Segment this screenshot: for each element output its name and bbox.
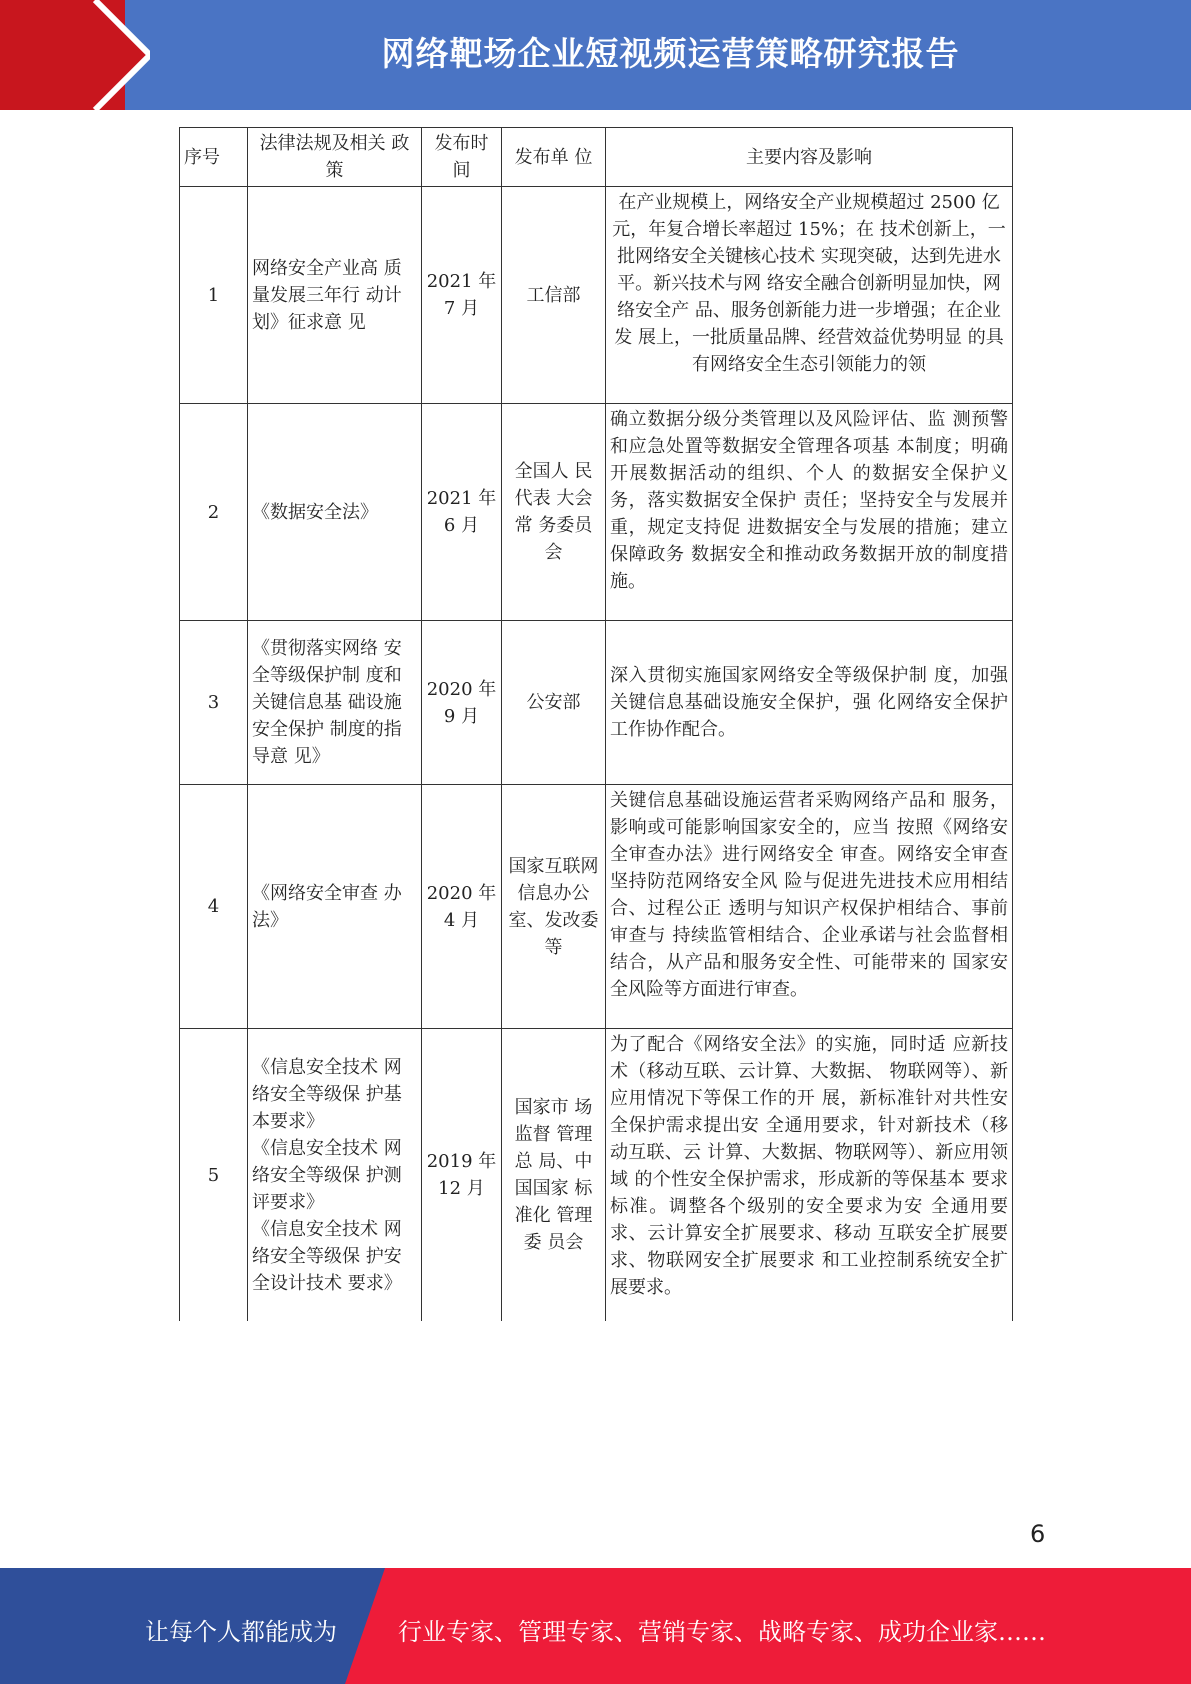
row-content: 为了配合《网络安全法》的实施，同时适 应新技术（移动互联、云计算、大数据、 物联网等）、新应用情况下等保工作的开 展，新标准针对共性安全保护需求提出安 全通用要求，针对新技术（移动互联、云 计算、大数据、物联网等）、新应用领域 的个性安全保护需求，形成新的等保基本 要求标准。调整各个级别的安全要求为安 全通用要求、云计算安全扩展要求、移动 互联安全扩展要求、物联网安全扩展要求 和工业控制系统安全扩展要求。 — [606, 1029, 1013, 1322]
footer-slogan-left: 让每个人都能成为 — [145, 1618, 337, 1646]
policy-table — [179, 127, 1013, 1321]
row-content: 深入贯彻实施国家网络安全等级保护制 度，加强关键信息基础设施安全保护，强 化网络安全保护工作协作配合。 — [606, 621, 1013, 785]
row-policy-name: 《数据安全法》 — [248, 404, 422, 621]
policy-name-line: 《信息安全技术 网络安全等级保 护测评要求》 — [252, 1137, 402, 1213]
header-name: 法律法规及相关 政策 — [248, 128, 422, 187]
table-row — [180, 621, 1013, 785]
row-num: 1 — [180, 187, 248, 404]
header-date: 发布时间 — [422, 128, 502, 187]
policy-name-line: 《信息安全技术 网络安全等级保 护安全设计技术 要求》 — [252, 1218, 402, 1294]
page-number: 6 — [1030, 1520, 1046, 1548]
policy-table-container — [179, 127, 1012, 1321]
policy-name-line: 《信息安全技术 网络安全等级保 护基本要求》 — [252, 1056, 402, 1132]
table-row — [180, 187, 1013, 404]
row-policy-name: 网络安全产业高 质量发展三年行 动计划》征求意 见 — [248, 187, 422, 404]
row-content: 确立数据分级分类管理以及风险评估、监 测预警和应急处置等数据安全管理各项基 本制度；明确开展数据活动的组织、个人 的数据安全保护义务，落实数据安全保护 责任；坚持安全与发展并重，规定支持促 进数据安全与发展的措施；建立保障政务 数据安全和推动政务数据开放的制度措 施。 — [606, 404, 1013, 621]
header-num: 序号 — [180, 128, 248, 187]
header-content: 主要内容及影响 — [606, 128, 1013, 187]
row-num: 5 — [180, 1029, 248, 1322]
row-unit: 全国人 民代表 大会常 务委员会 — [502, 404, 606, 621]
row-date: 2020 年 9 月 — [422, 621, 502, 785]
row-content: 关键信息基础设施运营者采购网络产品和 服务，影响或可能影响国家安全的，应当 按照《网络安全审查办法》进行网络安全 审查。网络安全审查坚持防范网络安全风 险与促进先进技术应用相结合、过程公正 透明与知识产权保护相结合、事前审查与 持续监管相结合、企业承诺与社会监督相 结合，从产品和服务安全性、可能带来的 国家安全风险等方面进行审查。 — [606, 785, 1013, 1029]
row-unit: 工信部 — [502, 187, 606, 404]
row-policy-name: 《网络安全审查 办法》 — [248, 785, 422, 1029]
row-unit: 国家市 场监督 管理总 局、中国国家 标准化 管理委 员会 — [502, 1029, 606, 1322]
header-arrow-shape — [0, 0, 150, 110]
row-date: 2021 年 7 月 — [422, 187, 502, 404]
row-date: 2019 年 12 月 — [422, 1029, 502, 1322]
report-title: 网络靶场企业短视频运营策略研究报告 — [381, 34, 960, 73]
table-row — [180, 404, 1013, 621]
row-policy-name — [248, 1029, 422, 1322]
row-content: 在产业规模上，网络安全产业规模超过 2500 亿元，年复合增长率超过 15%；在 技术创新上，一批网络安全关键核心技术 实现突破，达到先进水平。新兴技术与网 络安全融合创新明显加快，网络安全产 品、服务创新能力进一步增强；在企业发 展上，一批质量品牌、经营效益优势明显 的具有网络安全生态引领能力的领 — [606, 187, 1013, 404]
header-unit: 发布单 位 — [502, 128, 606, 187]
row-date: 2020 年 4 月 — [422, 785, 502, 1029]
table-row — [180, 1029, 1013, 1322]
table-header-row — [180, 128, 1013, 187]
table-row — [180, 785, 1013, 1029]
row-unit: 国家互联网信息办公室、发改委等 — [502, 785, 606, 1029]
row-num: 2 — [180, 404, 248, 621]
row-policy-name: 《贯彻落实网络 安全等级保护制 度和关键信息基 础设施安全保护 制度的指导意 见》 — [248, 621, 422, 785]
row-num: 4 — [180, 785, 248, 1029]
row-num: 3 — [180, 621, 248, 785]
footer-slogan-right: 行业专家、管理专家、营销专家、战略专家、成功企业家…… — [398, 1618, 1046, 1646]
row-date: 2021 年 6 月 — [422, 404, 502, 621]
page-header — [0, 0, 1191, 110]
page-footer — [0, 1568, 1191, 1684]
row-unit: 公安部 — [502, 621, 606, 785]
